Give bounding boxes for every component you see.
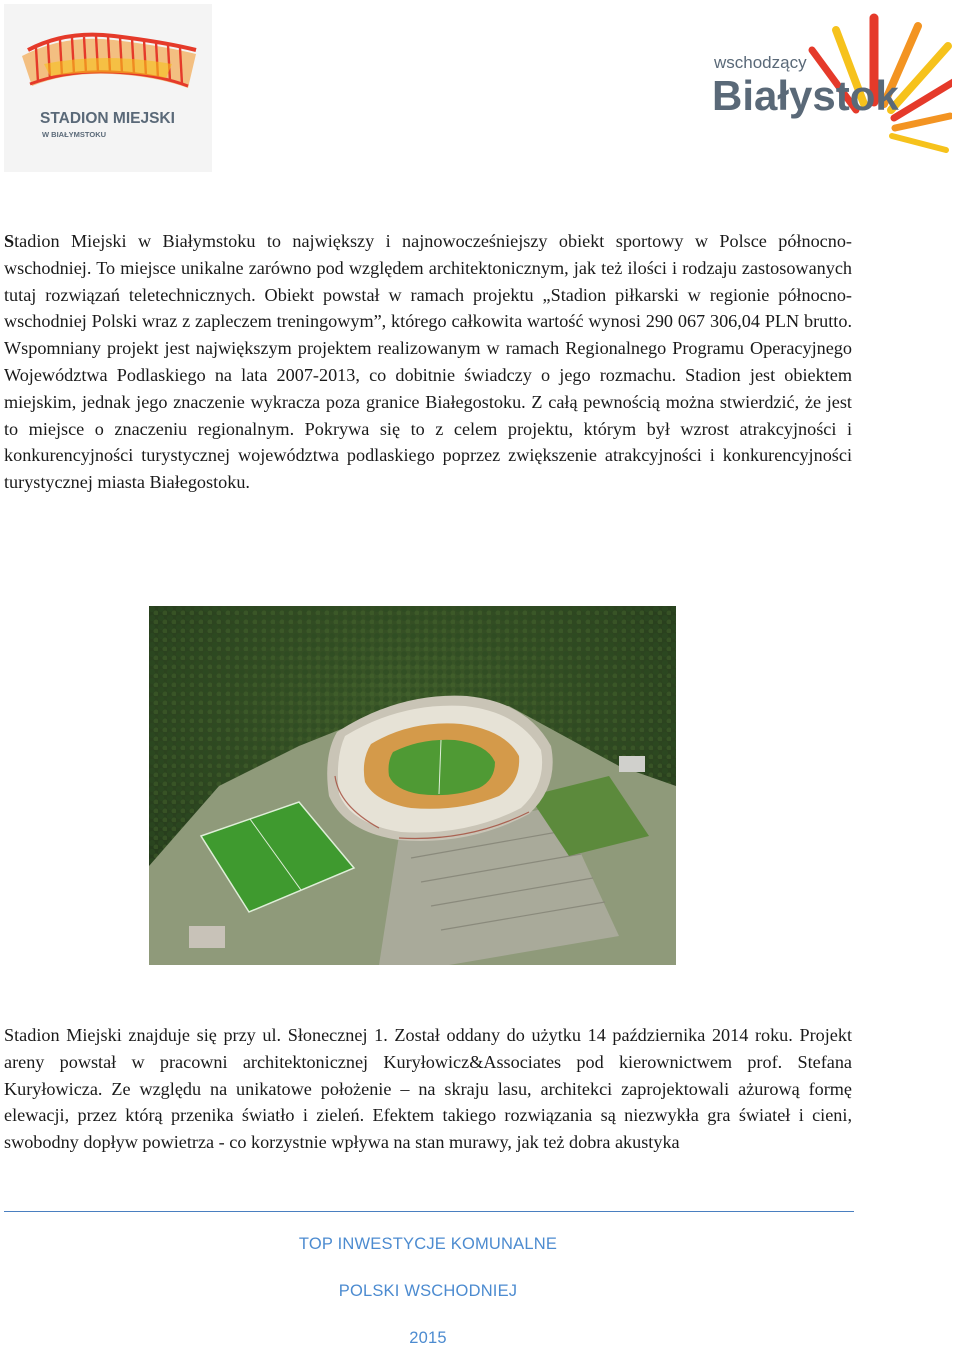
stadium-logo (4, 4, 212, 172)
stadium-logo-title: STADION MIEJSKI (40, 110, 175, 127)
footer-line-1: TOP INWESTYCJE KOMUNALNE (298, 1235, 558, 1253)
footer-line-3: 2015 (409, 1329, 447, 1347)
article-paragraph-1 (4, 228, 852, 496)
paragraph-initial: S (4, 231, 15, 251)
footer-divider (4, 1211, 854, 1212)
stadium-aerial-photo (149, 606, 676, 965)
article-paragraph-2: Stadion Miejski znajduje się przy ul. Słonecznej 1. Został oddany do użytku 14 października 2014 roku. Projekt areny powstał w pracowni architektonicznej Kuryłowicz&Associates pod kierownictwem prof. Stefana Kuryłowicza. Ze względu na unikatowe położenie – na skraju lasu, architekci zaprojektowali ażurową formę elewacji, przez którą przenika światło i zieleń. Efektem takiego rozwiązania są niezwykła gra świateł i cieni, swobodny dopływ powietrza - co korzystnie wpływa na stan murawy, jak też dobra akustyka (4, 1025, 852, 1153)
city-logo (700, 4, 952, 154)
city-logo-tagline: wschodzący (714, 53, 807, 72)
stadium-logo-subtitle: W BIAŁYMSTOKU (42, 130, 107, 139)
city-logo-name: Białystok (712, 72, 899, 119)
footer-line-2: POLSKI WSCHODNIEJ (338, 1282, 518, 1300)
paragraph-1-text: tadion Miejski w Białymstoku to największy i najnowocześniejszy obiekt sportowy w Polsce północno-wschodniej. To miejsce unikalne zarówno pod względem architektonicznym, jak też ilości i rodzaju zastosowanych tutaj rozwiązań teletechnicznych. Obiekt powstał w ramach projektu „Stadion piłkarski w regionie północno-wschodniej Polski wraz z zapleczem treningowym”, którego całkowita wartość wynosi 290 067 306,04 PLN brutto. Wspomniany projekt jest największym projektem realizowanym w ramach Regionalnego Programu Operacyjnego Województwa Podlaskiego na lata 2007-2013, co dobitnie świadczy o jego rozmachu. Stadion jest obiektem miejskim, jednak jego znaczenie wykracza poza granice Białegostoku. Z całą pewnością można stwierdzić, że jest to miejsce o znaczeniu regionalnym. Pokrywa się to z celem projektu, którym był wzrost atrakcyjności i konkurencyjności turystycznej województwa podlaskiego poprzez zwiększenie atrakcyjności i konkurencyjności turystycznej miasta Białegostoku. (4, 231, 852, 493)
